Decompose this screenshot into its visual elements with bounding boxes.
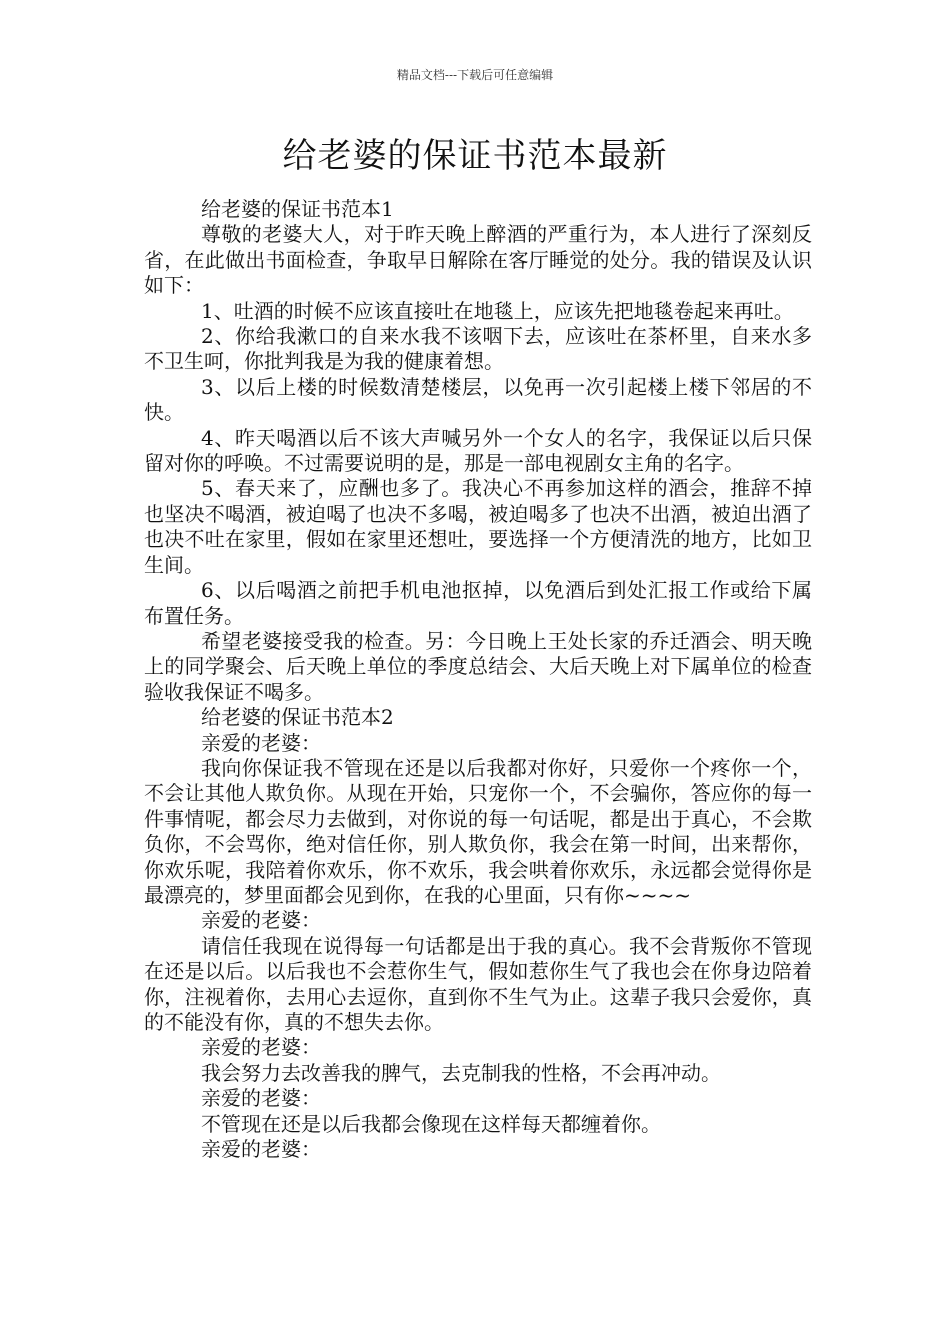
list-item: 5、春天来了，应酬也多了。我决心不再参加这样的酒会，推辞不掉也坚决不喝酒，被迫喝了也决不多喝，被迫喝多了也决不出酒，被迫出酒了也决不吐在家里，假如在家里还想吐，要选择一个方便清洗的地方，比如卫生间。	[144, 476, 812, 577]
paragraph: 我向你保证我不管现在还是以后我都对你好，只爱你一个疼你一个，不会让其他人欺负你。从现在开始，只宠你一个，不会骗你，答应你的每一件事情呢，都会尽力去做到，对你说的每一句话呢，都是出于真心，不会欺负你，不会骂你，绝对信任你，别人欺负你，我会在第一时间，出来帮你，你欢乐呢，我陪着你欢乐，你不欢乐，我会哄着你欢乐，永远都会觉得你是最漂亮的，梦里面都会见到你，在我的心里面，只有你~~~~	[144, 755, 812, 907]
list-item: 2、你给我漱口的自来水我不该咽下去，应该吐在茶杯里，自来水多不卫生呵，你批判我是为我的健康着想。	[144, 324, 812, 374]
list-item: 3、以后上楼的时候数清楚楼层，以免再一次引起楼上楼下邻居的不快。	[144, 374, 812, 425]
section-heading: 给老婆的保证书范本2	[201, 705, 394, 730]
paragraph: 请信任我现在说得每一句话都是出于我的真心。我不会背叛你不管现在还是以后。以后我也不会惹你生气，假如惹你生气了我也会在你身边陪着你，注视着你，去用心去逗你，直到你不生气为止。这辈子我只会爱你，真的不能没有你，真的不想失去你。	[144, 933, 812, 1034]
salutation: 亲爱的老婆：	[201, 1035, 321, 1060]
document-title: 给老婆的保证书范本最新	[282, 136, 668, 176]
paragraph: 希望老婆接受我的检查。另：今日晚上王处长家的乔迁酒会、明天晚上的同学聚会、后天晚上单位的季度总结会、大后天晚上对下属单位的检查验收我保证不喝多。	[144, 628, 812, 704]
list-item: 6、以后喝酒之前把手机电池抠掉，以免酒后到处汇报工作或给下属布置任务。	[144, 578, 812, 628]
paragraph: 我会努力去改善我的脾气，去克制我的性格，不会再冲动。	[201, 1060, 721, 1085]
list-item: 1、吐酒的时候不应该直接吐在地毯上，应该先把地毯卷起来再吐。	[201, 298, 794, 323]
salutation: 亲爱的老婆：	[201, 1086, 321, 1111]
paragraph: 不管现在还是以后我都会像现在这样每天都缠着你。	[201, 1111, 661, 1136]
document-body	[144, 197, 812, 1162]
paragraph: 尊敬的老婆大人，对于昨天晚上醉酒的严重行为，本人进行了深刻反省，在此做出书面检查，争取早日解除在客厅睡觉的处分。我的错误及认识如下：	[144, 222, 812, 298]
salutation: 亲爱的老婆：	[201, 1137, 321, 1162]
salutation: 亲爱的老婆：	[201, 908, 321, 933]
page-header: 精品文档---下载后可任意编辑	[396, 68, 554, 82]
section-heading: 给老婆的保证书范本1	[201, 197, 394, 221]
list-item: 4、昨天喝酒以后不该大声喊另外一个女人的名字，我保证以后只保留对你的呼唤。不过需要说明的是，那是一部电视剧女主角的名字。	[144, 425, 812, 476]
salutation: 亲爱的老婆：	[201, 730, 321, 755]
